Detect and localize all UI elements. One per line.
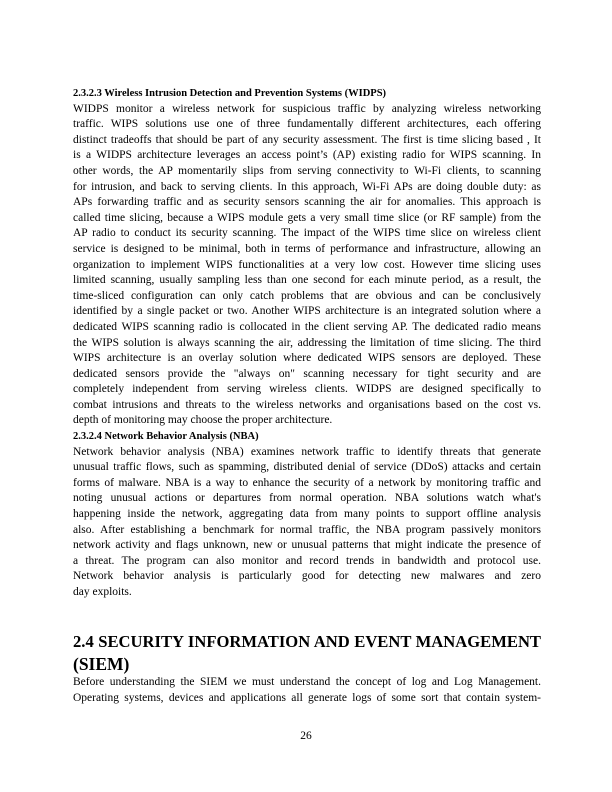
paragraph-line: completely independent from serving wireless clients. WIDPS are designed specifically to xyxy=(73,383,541,396)
page-number: 26 xyxy=(300,730,312,742)
paragraph-line: is a WIDPS architecture leverages an access point’s (AP) existing radio for WIPS scanning. In xyxy=(73,149,541,162)
paragraph-line: called time slicing, because a WIPS module gets a very small time slice (or RF sample) from the xyxy=(73,211,541,224)
paragraph-line: Operating systems, devices and applications all generate logs of some sort that contain system- xyxy=(73,691,541,704)
paragraph-line: distinct tradeoffs that should be part of any security assessment. The first is time slicing based , It xyxy=(73,133,541,146)
paragraph-line: Network behavior analysis (NBA) examines network traffic to identify threats that generate xyxy=(73,445,541,458)
paragraph-line: dedicated sensors provide the "always on" scanning necessary for tight security and are xyxy=(73,367,541,380)
paragraph-line: day exploits. xyxy=(73,585,132,598)
section-heading-siem xyxy=(73,630,541,676)
paragraph-line: a threat. The program can also monitor and record trends in bandwidth and protocol use. xyxy=(73,554,541,567)
paragraph-line: other words, the AP momentarily slips from serving connectivity to Wi-Fi clients, to scanning xyxy=(73,164,541,177)
paragraph-line: WIPS architecture is an overlay solution where dedicated WIPS sensors are deployed. These xyxy=(73,352,541,365)
paragraph-line: organization to implement WIPS functionalities at a very low cost. However time slicing uses xyxy=(73,258,541,271)
subsection-heading-nba: 2.3.2.4 Network Behavior Analysis (NBA) xyxy=(73,431,259,442)
paragraph-line: Before understanding the SIEM we must understand the concept of log and Log Management. xyxy=(73,676,541,688)
paragraph-line: service is designed to be minimal, both in terms of performance and infrastructure, allowing an xyxy=(73,242,541,255)
paragraph-line: network activity and flags unknown, new or unusual patterns that might indicate the presence of xyxy=(73,539,541,552)
paragraph-line: time-sliced configuration can only catch problems that are obvious and can be conclusively xyxy=(73,289,541,302)
paragraph-line: depth of monitoring may choose the proper architecture. xyxy=(73,414,333,427)
paragraph-line: Network behavior analysis is particularly good for detecting new malwares and zero xyxy=(73,570,541,583)
subsection-widps xyxy=(73,86,541,429)
paragraph-line: identified by a single packet or two. Another WIPS architecture is an integrated solution where a xyxy=(73,305,541,318)
paragraph-line: WIDPS monitor a wireless network for suspicious traffic by analyzing wireless networking xyxy=(73,102,541,115)
paragraph-line: the WIPS solution is always scanning the air, addressing the limitation of time slicing. The third xyxy=(73,336,541,349)
subsection-nba xyxy=(73,429,541,601)
paragraph-line: limited scanning, usually sampling less than one second for each minute period, as a result, the xyxy=(73,274,541,287)
paragraph-line: APs forwarding traffic and as security sensors scanning the air for anomalies. This approach is xyxy=(73,196,541,209)
paragraph-line: dedicated WIPS scanning radio is collocated in the client serving AP. The dedicated radio means xyxy=(73,320,541,333)
paragraph-line: combat intrusions and threats to the wireless networks and organisations based on the cost vs. xyxy=(73,398,541,411)
paragraph-line: also. After establishing a benchmark for normal traffic, the NBA program passively monitors xyxy=(73,523,541,536)
section-body-siem xyxy=(73,675,541,706)
paragraph-line: noting unusual actions or departures from normal operation. NBA solutions watch what's xyxy=(73,492,541,505)
paragraph-line: traffic. WIPS solutions use one of three fundamentally different architectures, each offering xyxy=(73,118,541,131)
subsection-heading-widps: 2.3.2.3 Wireless Intrusion Detection and Prevention Systems (WIDPS) xyxy=(73,88,387,99)
paragraph-line: for intrusion, and back to serving clients. In this approach, Wi-Fi APs are doing double duty: as xyxy=(73,180,541,193)
section-heading-line: (SIEM) xyxy=(73,654,130,674)
paragraph-line: unusual traffic flows, such as spamming, distributed denial of service (DDoS) attacks and certain xyxy=(73,461,541,474)
paragraph-line: happening inside the network, aggregating data from many points to support offline analysis xyxy=(73,507,541,520)
paragraph-line: forms of malware. NBA is a way to enhance the security of a network by monitoring traffic and xyxy=(73,476,541,489)
paragraph-line: AP radio to conduct its security scanning. The impact of the WIPS time slice on wireless client xyxy=(73,227,541,240)
section-heading-line: 2.4 SECURITY INFORMATION AND EVENT MANAGEMENT xyxy=(73,632,541,651)
